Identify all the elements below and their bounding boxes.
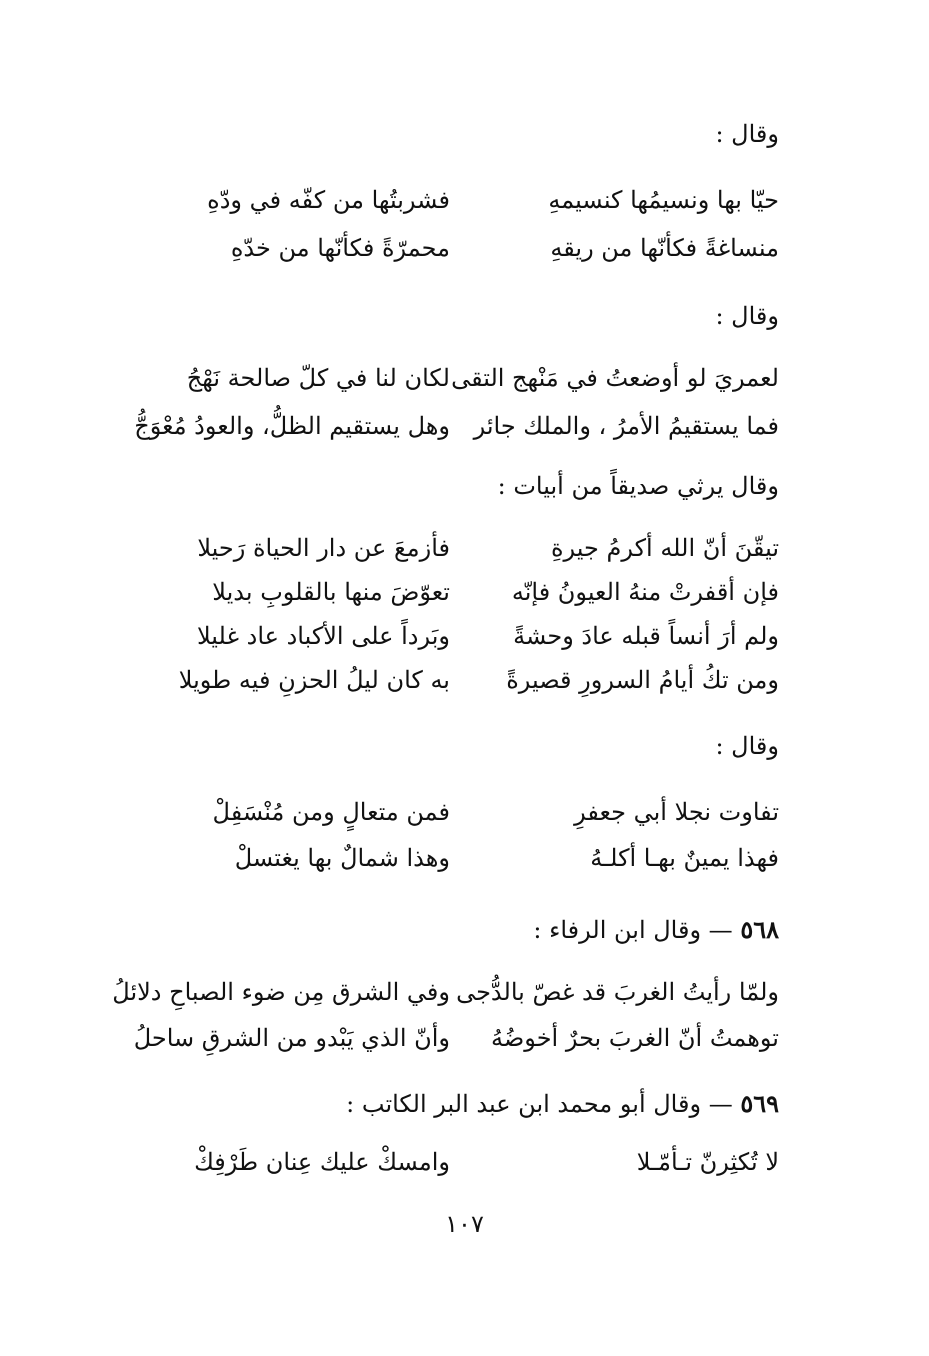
section-text: — وقال ابن الرفاء : xyxy=(533,916,733,944)
verse-first-half: تيقّنَ أنّ الله أكرمُ جيرةِ xyxy=(550,534,779,562)
verse-second-half: فمن متعالٍ ومن مُنْسَفِلْ xyxy=(212,798,450,826)
verse-second-half: وفي الشرق مِن ضوء الصباحِ دلائلُ xyxy=(112,978,450,1006)
verse-first-half: فما يستقيمُ الأمرُ ، والملك جائر xyxy=(473,412,779,440)
verse-first-half: لعمريَ لو أوضعتُ في مَنْهج التقى xyxy=(451,364,779,392)
verse-first-half: منساغةً فكأنّها من ريقهِ xyxy=(550,234,779,262)
verse-first-half: لا تُكثِرنّ تـأمّـلا xyxy=(636,1148,779,1176)
verse-second-half: وبَرداً على الأكباد عاد غليلا xyxy=(196,622,450,650)
page-number: ١٠٧ xyxy=(445,1210,484,1238)
verse-first-half: ولم أرَ أنساً قبله عادَ وحشةً xyxy=(513,622,779,650)
verse-second-half: وهل يستقيم الظلُّ، والعودُ مُعْوَجُّ xyxy=(134,412,450,440)
section-heading-569 xyxy=(346,1089,779,1118)
verse-first-half: فهذا يمينٌ بهـا أكلـهُ xyxy=(590,844,779,872)
verse-first-half: حيّا بها ونسيمُها كنسيمهِ xyxy=(548,186,779,214)
verse-second-half: تعوّضَ منها بالقلوبِ بديلا xyxy=(212,578,450,606)
verse-first-half: فإن أقفرتْ منهُ العيونُ فإنّه xyxy=(511,578,779,606)
verse-first-half: تفاوت نجلا أبي جعفرِ xyxy=(574,798,779,826)
verse-first-half: توهمتُ أنّ الغربَ بحرٌ أخوضُهُ xyxy=(491,1024,779,1052)
section-number: ٥٦٩ xyxy=(740,1089,779,1118)
poem-intro-label: وقال : xyxy=(715,732,779,760)
verse-second-half: فشربتُها من كفّه في ودّهِ xyxy=(207,186,450,214)
section-text: — وقال أبو محمد ابن عبد البر الكاتب : xyxy=(346,1090,733,1118)
verse-second-half: فأزمعَ عن دار الحياة رَحيلا xyxy=(197,534,450,562)
verse-second-half: محمرّةً فكأنّها من خدّهِ xyxy=(230,234,450,262)
verse-second-half: به كان ليلُ الحزنِ فيه طويلا xyxy=(178,666,450,694)
verse-second-half: وامسكْ عليك عِنان طَرْفِكْ xyxy=(194,1148,450,1176)
section-heading-568 xyxy=(533,915,779,944)
verse-first-half: ولمّا رأيتُ الغربَ قد غصّ بالدُّجى xyxy=(456,978,779,1006)
section-number: ٥٦٨ xyxy=(740,915,779,944)
verse-first-half: ومن تكُ أيامُ السرورِ قصيرةً xyxy=(506,666,779,694)
verse-second-half: لكان لنا في كلّ صالحة نَهْجُ xyxy=(186,364,450,392)
verse-second-half: وهذا شمالٌ بها يغتسلْ xyxy=(234,844,450,872)
verse-second-half: وأنّ الذي يَبْدو من الشرقِ ساحلُ xyxy=(133,1024,450,1052)
poem-intro-label: وقال : xyxy=(715,120,779,148)
poem-intro-label: وقال يرثي صديقاً من أبيات : xyxy=(497,472,779,500)
poem-intro-label: وقال : xyxy=(715,302,779,330)
